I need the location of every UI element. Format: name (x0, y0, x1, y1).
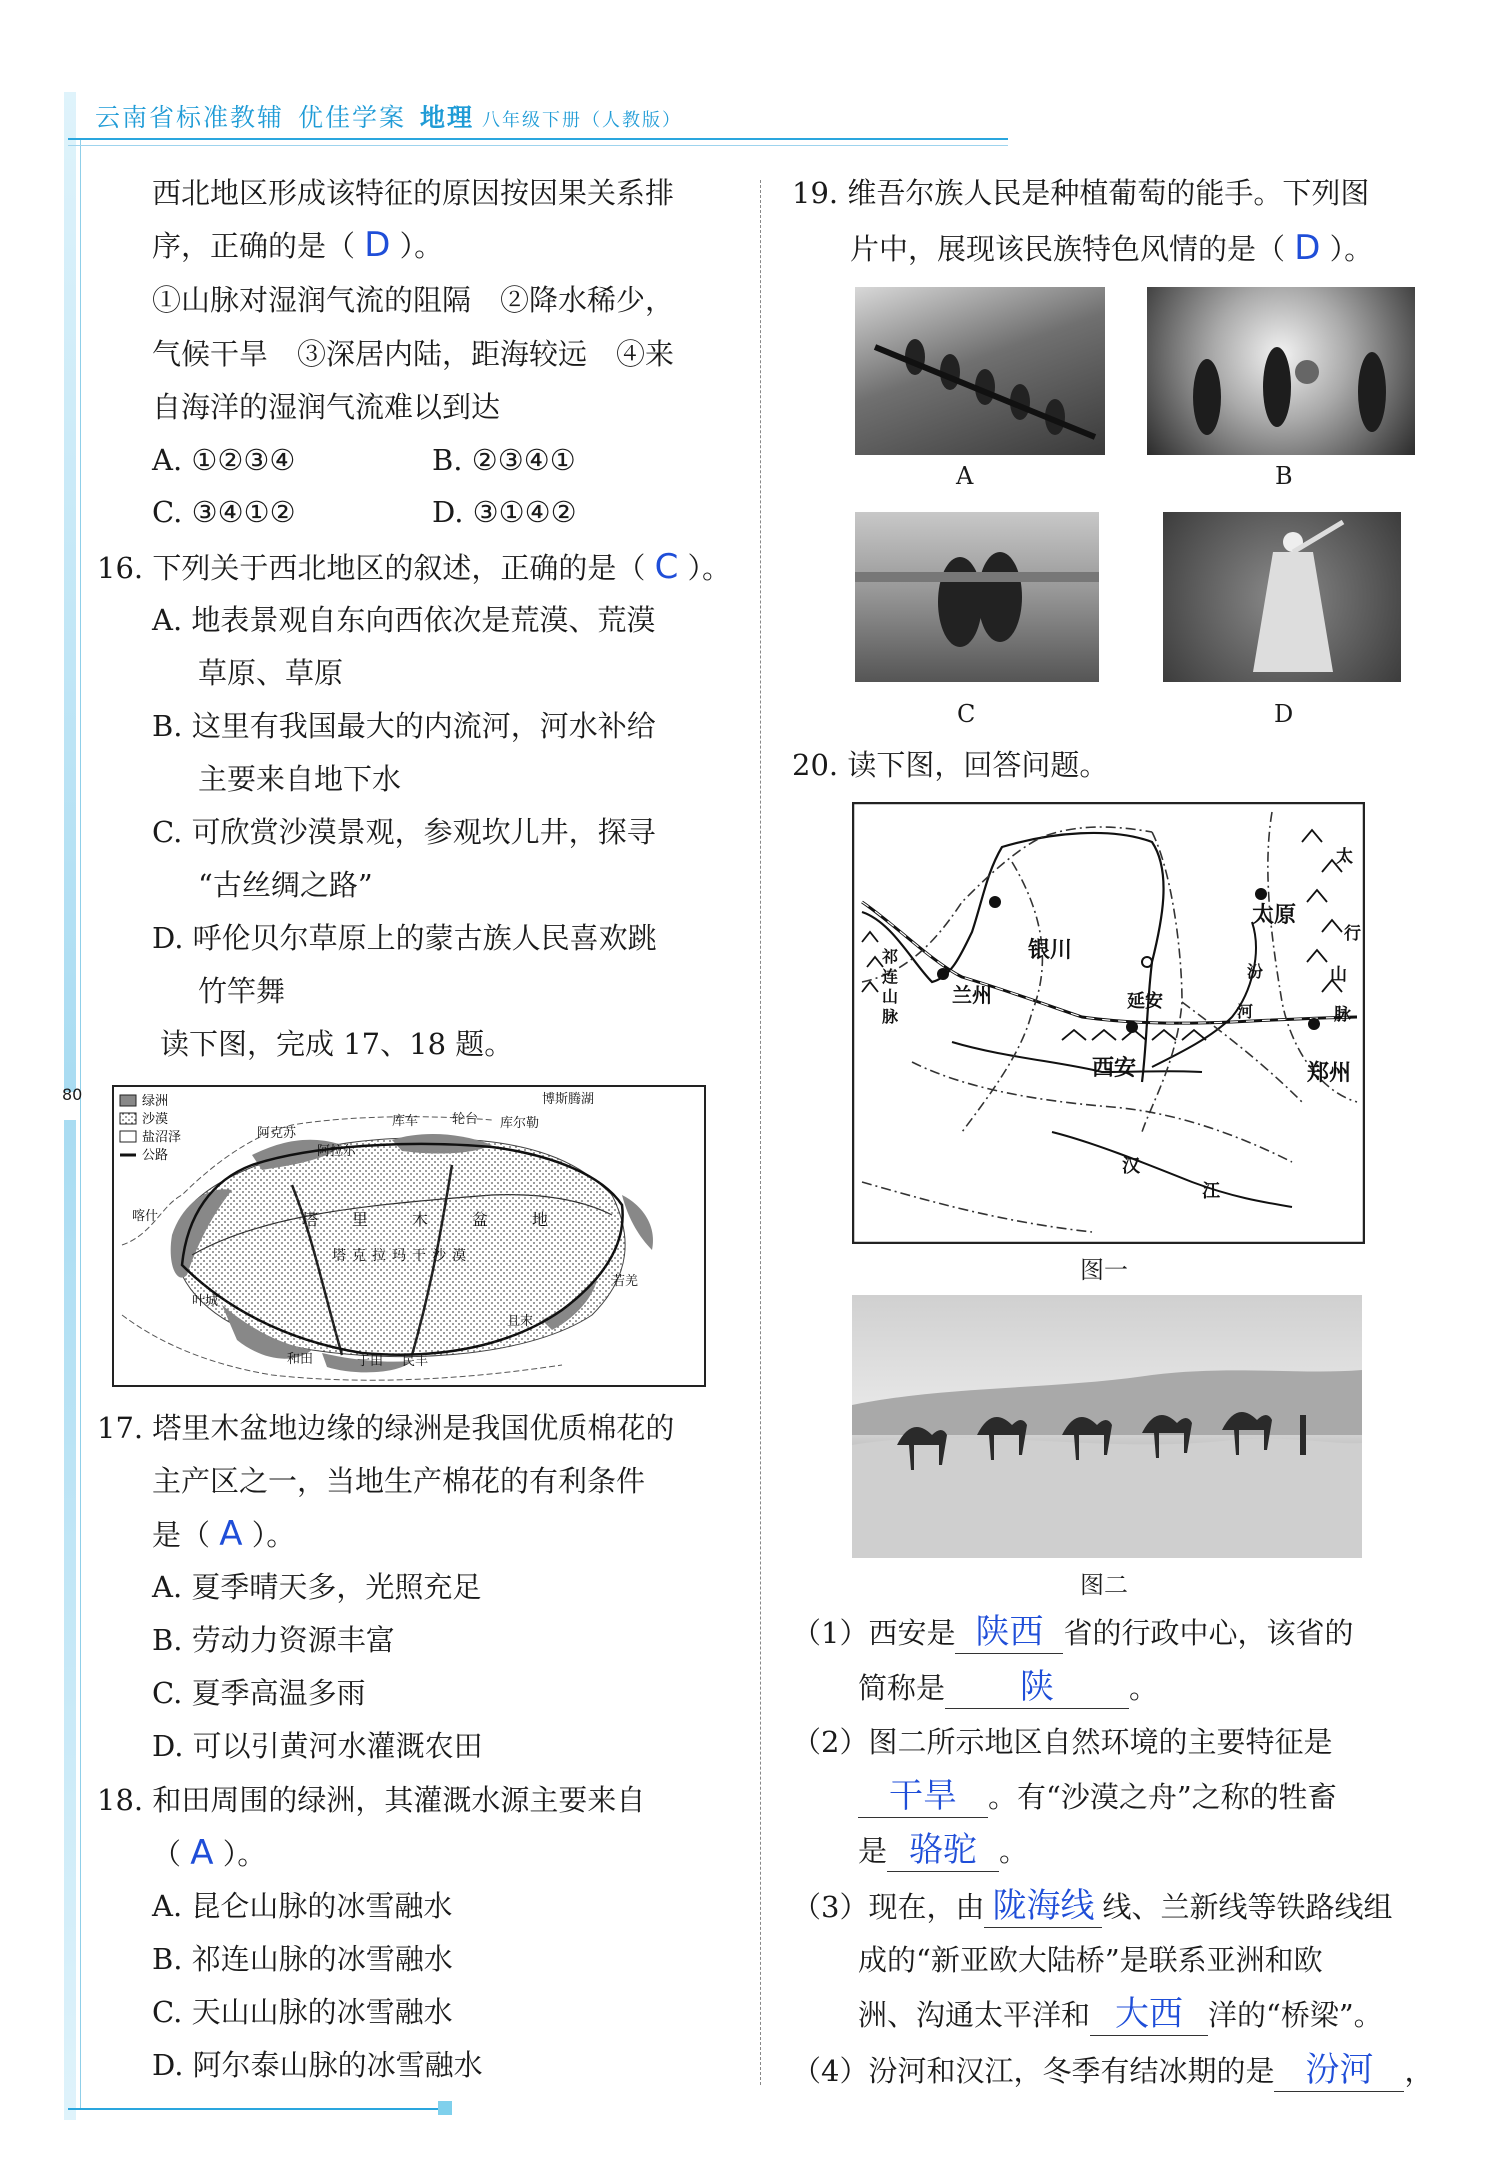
q17-answer: A (219, 1514, 243, 1554)
label-kuqa: 库车 (392, 1114, 419, 1129)
label-qilian-lian: 连 (882, 967, 899, 986)
label-hotan: 和田 (287, 1352, 314, 1367)
label-qilian-shan: 山 (882, 987, 899, 1006)
footer-rule (68, 2108, 438, 2110)
figure1-map (852, 802, 1365, 1244)
q20-part2-line1: （2）图二所示地区自然环境的主要特征是 (792, 1725, 1333, 1759)
photo-b-water-splashing (1147, 287, 1415, 455)
answer-longhai: 陇海线 (992, 1886, 1095, 1926)
q16-option-b-2: 主要来自地下水 (198, 762, 402, 796)
header-book: 优佳学案 (298, 103, 407, 132)
q18-option-b: B. 祁连山脉的冰雪融水 (152, 1942, 453, 1976)
header-series: 云南省标准教辅 (95, 103, 285, 132)
q17-line3: 是（ A ）。 (152, 1514, 296, 1554)
photo-d-uyghur-dance (1163, 512, 1401, 682)
city-lanzhou: 兰州 (952, 983, 992, 1007)
q20-part1-line1: （1）西安是 陕西 省的行政中心，该省的 (792, 1612, 1354, 1652)
margin-line (80, 140, 81, 2110)
label-taihang-hang: 行 (1344, 924, 1361, 944)
photo-caption-c: C (957, 700, 976, 728)
answer-arid: 干旱 (889, 1776, 957, 1816)
q16-option-a-1: A. 地表景观自东向西依次是荒漠、荒漠 (152, 603, 656, 637)
q18-line1: 18. 和田周围的绿洲，其灌溉水源主要来自 (97, 1783, 646, 1817)
header-grade: 八年级下册（人教版） (482, 110, 683, 131)
q15-option-c: C. ③④①② (152, 495, 296, 529)
photo-caption-a: A (956, 462, 974, 490)
legend-desert: 沙漠 (142, 1112, 169, 1127)
q15-option-b: B. ②③④① (432, 443, 576, 477)
q18-option-a: A. 昆仑山脉的冰雪融水 (152, 1889, 453, 1923)
q15-items-3: 自海洋的湿润气流难以到达 (152, 390, 501, 424)
photo-a-dragon-boat (855, 287, 1105, 455)
margin-bar-top (64, 92, 76, 1092)
label-qilian-qi: 祁 (882, 947, 899, 966)
q16-option-c-1: C. 可欣赏沙漠景观，参观坎儿井，探寻 (152, 815, 656, 849)
q18-option-d: D. 阿尔泰山脉的冰雪融水 (152, 2048, 483, 2082)
answer-fen-river: 汾河 (1305, 2050, 1374, 2090)
q20-part4-line1: （4）汾河和汉江，冬季有结冰期的是 汾河 ， (792, 2050, 1434, 2090)
q17-option-a: A. 夏季晴天多，光照充足 (152, 1570, 482, 1604)
label-taihang-tai: 太 (1336, 847, 1353, 867)
tarim-basin-map (112, 1085, 706, 1387)
q17-line1: 17. 塔里木盆地边缘的绿洲是我国优质棉花的 (97, 1411, 675, 1445)
label-li: 里 (352, 1210, 369, 1229)
q19-answer: D (1294, 228, 1321, 268)
q17-option-c: C. 夏季高温多雨 (152, 1676, 366, 1710)
city-zhengzhou: 郑州 (1307, 1061, 1352, 1086)
header-subject: 地理 (420, 103, 475, 132)
label-korla: 库尔勒 (500, 1116, 540, 1131)
q16-option-b-1: B. 这里有我国最大的内流河，河水补给 (152, 709, 656, 743)
q18-line2: （ A ）。 (152, 1833, 267, 1873)
label-taihang-mai: 脉 (1334, 1005, 1351, 1025)
label-han: 汉 (1122, 1156, 1140, 1177)
q19-line2: 片中，展现该民族特色风情的是（ D ）。 (850, 228, 1374, 268)
label-taklamakan: 塔克拉玛干沙漠 (332, 1248, 472, 1264)
q16-option-a-2: 草原、草原 (198, 656, 344, 690)
city-taiyuan: 太原 (1252, 903, 1297, 928)
q18-answer: A (190, 1833, 214, 1873)
q16-stem: 16. 下列关于西北地区的叙述，正确的是（ C ）。 (97, 547, 732, 587)
answer-camel: 骆驼 (909, 1830, 978, 1870)
figure1-caption: 图一 (1080, 1256, 1128, 1284)
label-yecheng: 叶城 (192, 1294, 219, 1309)
label-yutian: 于田 (357, 1354, 384, 1369)
label-bosten-lake: 博斯腾湖 (542, 1092, 595, 1107)
label-ruoqiang: 若羌 (612, 1274, 639, 1289)
answer-atlantic: 大西 (1115, 1994, 1184, 2034)
city-xian: 西安 (1092, 1056, 1137, 1081)
margin-bar-bottom (64, 1120, 76, 2120)
q15-option-a: A. ①②③④ (152, 443, 296, 477)
figure2-caption: 图二 (1080, 1571, 1128, 1599)
q17-option-b: B. 劳动力资源丰富 (152, 1623, 395, 1657)
label-kashgar: 喀什 (132, 1209, 159, 1224)
label-aksu: 阿克苏 (257, 1126, 297, 1141)
label-mu: 木 (412, 1210, 429, 1229)
photo-c-wrestling (855, 512, 1099, 682)
label-qiemo: 且末 (507, 1314, 534, 1329)
legend-oasis: 绿洲 (142, 1094, 169, 1109)
q15-option-d: D. ③①④② (432, 495, 577, 529)
header-rule-thin (68, 145, 1008, 146)
figure2-desert-camels-photo (852, 1295, 1362, 1558)
label-luntai: 轮台 (452, 1112, 479, 1127)
photo-caption-b: B (1275, 462, 1293, 490)
q15-line1: 西北地区形成该特征的原因按因果关系排 (152, 176, 675, 210)
page-header (95, 98, 682, 134)
q16-option-c-2: “古丝绸之路” (198, 868, 373, 902)
answer-shan: 陕 (1020, 1667, 1055, 1707)
label-qilian-mai: 脉 (882, 1007, 899, 1026)
q17-line2: 主产区之一，当地生产棉花的有利条件 (152, 1464, 646, 1498)
q15-items-2: 气候干旱 ③深居内陆，距海较远 ④来 (152, 337, 675, 371)
label-ta: 塔 (302, 1210, 319, 1229)
city-yinchuan: 银川 (1028, 938, 1073, 963)
q15-line2: 序，正确的是（ D ）。 (152, 225, 444, 265)
label-fen-river: 河 (1237, 1002, 1254, 1021)
read-17-18: 读下图，完成 17、18 题。 (160, 1027, 514, 1061)
label-fen: 汾 (1247, 962, 1264, 981)
q15-items-1: ①山脉对湿润气流的阻隔 ②降水稀少， (152, 283, 675, 317)
q16-answer: C (654, 547, 679, 587)
label-minfeng: 民丰 (402, 1354, 429, 1369)
q16-option-d-1: D. 呼伦贝尔草原上的蒙古族人民喜欢跳 (152, 921, 657, 955)
header-rule (68, 138, 1008, 140)
q18-option-c: C. 天山山脉的冰雪融水 (152, 1995, 453, 2029)
q19-line1: 19. 维吾尔族人民是种植葡萄的能手。下列图 (792, 176, 1370, 210)
q20-part1-line2: 简称是 陕 。 (858, 1667, 1159, 1707)
footer-mark (438, 2101, 452, 2115)
label-alar: 阿拉尔 (317, 1144, 357, 1159)
answer-shaanxi: 陕西 (975, 1612, 1044, 1652)
label-di: 地 (532, 1210, 549, 1229)
label-pen: 盆 (472, 1210, 489, 1229)
city-yanan: 延安 (1127, 991, 1163, 1012)
legend-road: 公路 (142, 1148, 169, 1163)
q20-part2-line2: 干旱 。有“沙漠之舟”之称的牲畜 (858, 1776, 1337, 1818)
label-han-river: 江 (1202, 1181, 1220, 1202)
q20-part2-line3: 是 骆驼 。 (858, 1830, 1029, 1870)
q17-option-d: D. 可以引黄河水灌溉农田 (152, 1729, 483, 1763)
q15-answer: D (364, 225, 391, 265)
q20-stem: 20. 读下图，回答问题。 (792, 748, 1109, 782)
column-divider (760, 180, 761, 2085)
legend-salt-marsh: 盐沼泽 (142, 1130, 182, 1145)
q20-part3-line3: 洲、沟通太平洋和 大西 洋的“桥梁”。 (858, 1994, 1383, 2034)
photo-caption-d: D (1274, 700, 1294, 728)
q20-part3-line1: （3）现在，由 陇海线 线、兰新线等铁路线组 (792, 1886, 1393, 1926)
q16-option-d-2: 竹竿舞 (198, 974, 286, 1008)
q20-part3-line2: 成的“新亚欧大陆桥”是联系亚洲和欧 (858, 1943, 1323, 1977)
label-taihang-shan: 山 (1330, 965, 1347, 985)
page-number: 80 (62, 1085, 83, 1104)
